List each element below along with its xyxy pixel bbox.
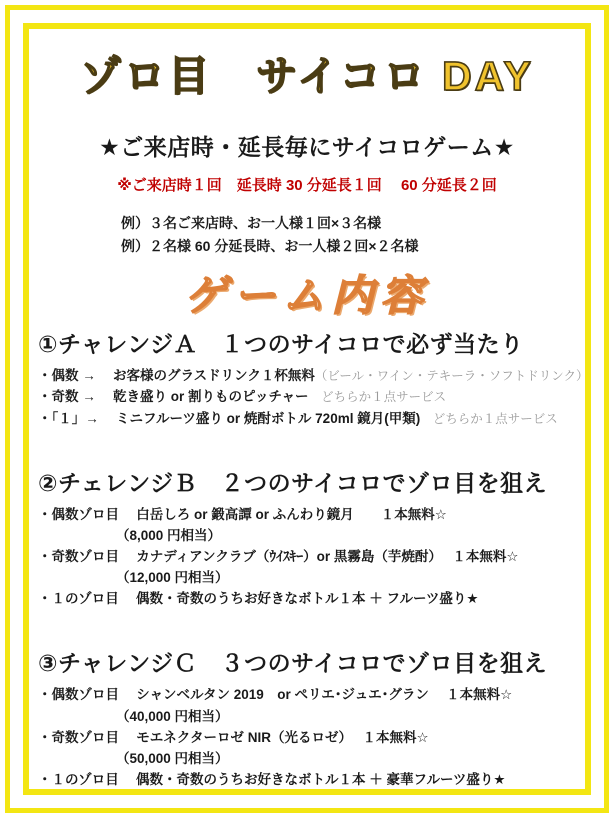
bullet-main: ・奇数ゾロ目 カナディアンクラブ（ｳｲｽｷｰ）or 黒霧島（芋焼酎） １本無料☆: [38, 549, 519, 565]
game-content-header: ゲーム内容: [184, 274, 430, 321]
bullet-main: ・１のゾロ目 偶数・奇数のうちお好きなボトル１本 ＋ 豪華フルーツ盛り★: [38, 771, 506, 787]
bullet-main: ・偶数ゾロ目 シャンベルタン 2019 or ペリエ･ジュエ･グラン １本無料☆: [38, 687, 513, 703]
challenge-section-c: [38, 645, 581, 789]
bullet-note: どちらか１点サービス: [420, 411, 558, 426]
bullet-item: [38, 727, 581, 748]
flyer-title: ゾロ目 サイコロ DAY: [80, 53, 534, 99]
challenge-section-b: [38, 465, 581, 609]
bullet-item: [38, 769, 581, 790]
bullet-main: ・偶数ゾロ目 白岳しろ or 鍛高譚 or ふんわり鏡月 １本無料☆: [38, 507, 447, 523]
frequency-note: ※ご来店時１回 延長時 30 分延長１回 60 分延長２回: [117, 177, 497, 195]
event-subtitle: ★ご来店時・延長毎にサイコロゲーム★: [99, 134, 515, 161]
bullet-item: [38, 504, 581, 525]
example-lines: [33, 212, 581, 257]
bullet-item: [38, 386, 581, 408]
bullet-item: [38, 408, 581, 430]
bullet-item: [38, 546, 581, 567]
example-line: 例）２名様 60 分延長時、お一人様２回×２名様: [121, 237, 419, 254]
bullet-note: どちらか１点サービス: [308, 390, 447, 405]
example-line: 例）３名ご来店時、お一人様１回×３名様: [121, 215, 382, 232]
bullet-note: （ビール・ワイン・テキーラ・ソフトドリンク）: [314, 368, 589, 383]
bullet-main: ・偶数 → お客様のグラスドリンク１杯無料: [38, 367, 315, 383]
price-line: （50,000 円相当）: [116, 750, 229, 766]
bullet-item: [38, 684, 581, 705]
bullet-item: [38, 588, 581, 609]
price-line: （12,000 円相当）: [116, 570, 229, 586]
bullet-main: ・奇数ゾロ目 モエネクターロゼ NIR（光るロゼ） １本無料☆: [38, 729, 429, 745]
bullet-main: ・「１」→ ミニフルーツ盛り or 焼酎ボトル 720ml 鏡月(甲類): [38, 410, 421, 426]
section-heading: ①チャレンジＡ １つのサイコロで必ず当たり: [38, 330, 524, 357]
bullet-item: [38, 365, 589, 387]
bullet-main: ・１のゾロ目 偶数・奇数のうちお好きなボトル１本 ＋ フルーツ盛り★: [38, 591, 479, 607]
section-heading: ②チェレンジＢ ２つのサイコロでゾロ目を狙え: [38, 470, 548, 497]
challenge-section-a: [38, 326, 589, 430]
bullet-main: ・奇数 → 乾き盛り or 割りものピッチャー: [38, 389, 309, 405]
price-line: （40,000 円相当）: [116, 708, 229, 724]
price-line: （8,000 円相当）: [116, 528, 222, 544]
flyer-content: [33, 30, 589, 787]
section-heading: ③チャレンジＣ ３つのサイコロでゾロ目を狙え: [38, 650, 548, 677]
